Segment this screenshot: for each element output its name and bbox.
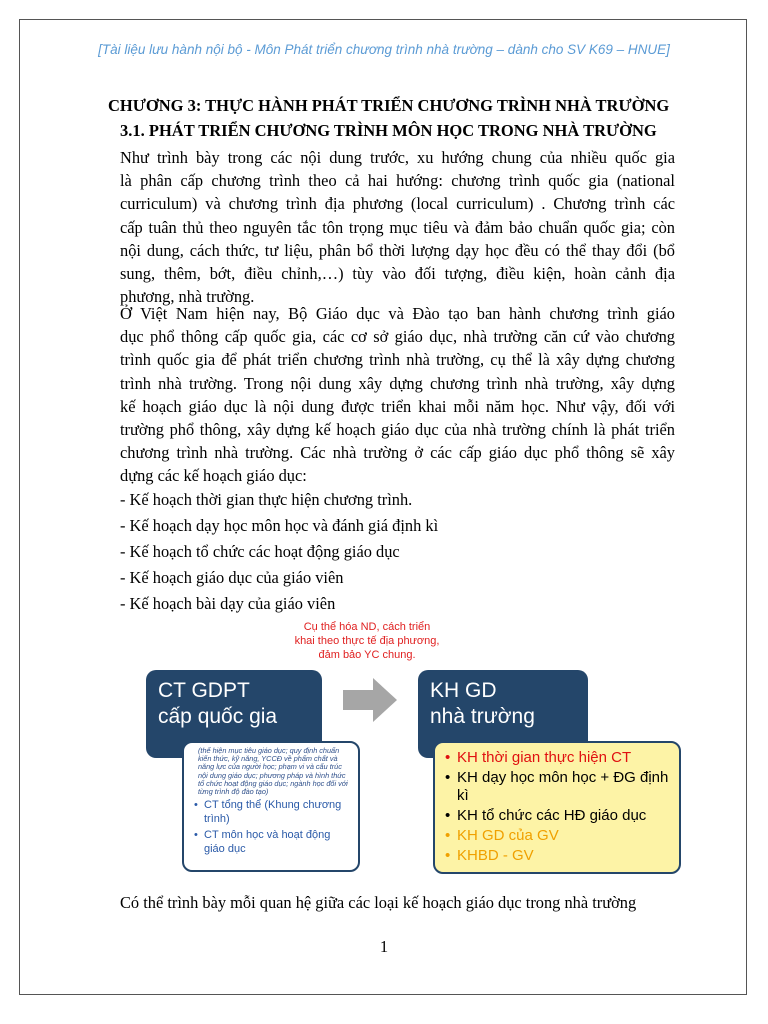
- paragraph-2-line: trình quốc gia để phát triển chương trình nhà trường, cụ thể là xây dựng chương: [120, 350, 675, 370]
- paragraph-1-line: là phân cấp chương trình theo cả hai hướng: chương trình quốc gia (national: [120, 171, 675, 191]
- diagram-note-line: khai theo thực tế địa phương,: [294, 635, 440, 647]
- paragraph-1-line: cấp tuân thủ theo nguyên tắc tôn trọng mục tiêu và đảm bảo chuẩn quốc gia; còn: [120, 217, 675, 237]
- curriculum-description: (thể hiện mục tiêu giáo dục; quy định chuẩn kiến thức, kỹ năng, YCCĐ về phẩm chất và năng lực của người học; phạm vi và cấu trúc nội dung giáo dục; phương pháp và hình thức tổ chức hoạt động giáo dục; ngành học đối với từng trình độ đào tạo): [198, 746, 348, 797]
- document-header: [Tài liệu lưu hành nội bộ - Môn Phát triển chương trình nhà trường – dành cho SV K69 – HNUE]: [98, 42, 670, 57]
- paragraph-2-line: dục phổ thông cấp quốc gia, các cơ sở giáo dục, nhà trường căn cứ vào chương: [120, 327, 675, 347]
- curriculum-list: [192, 799, 352, 856]
- chapter-title: CHƯƠNG 3: THỰC HÀNH PHÁT TRIỂN CHƯƠNG TRÌNH NHÀ TRƯỜNG: [108, 96, 670, 115]
- paragraph-1: [120, 146, 675, 308]
- paragraph-1-line: phương, nhà trường.: [120, 287, 255, 307]
- paragraph-2-line: chương trình nhà trường. Các nhà trường ở các cấp giáo dục phổ thông sẽ xây: [120, 443, 675, 463]
- paragraph-2-line: trình nhà trường. Trong nội dung xây dựng chương trình nhà trường, xây dựng: [120, 373, 675, 393]
- list-item: • KHBD - GV: [445, 847, 671, 865]
- page-number: 1: [379, 937, 389, 956]
- list-item: • KH tổ chức các HĐ giáo dục: [445, 807, 671, 825]
- list-item: - Kế hoạch giáo dục của giáo viên: [120, 568, 344, 587]
- list-item: - Kế hoạch thời gian thực hiện chương trình.: [120, 490, 413, 509]
- list-item: • KH dạy học môn học + ĐG định kì: [445, 769, 671, 805]
- school-plan-list: [445, 749, 671, 865]
- paragraph-2-line: kế hoạch giáo dục là nội dung được triển khai mỗi năm học. Như vậy, đối với: [120, 396, 675, 416]
- paragraph-1-line: Như trình bày trong các nội dung trước, xu hướng chung của nhiều quốc gia: [120, 148, 675, 167]
- paragraph-2-line: trường phổ thông, xây dựng kế hoạch giáo dục của nhà trường chính là phát triển: [120, 420, 675, 440]
- box-title-line: nhà trường: [430, 705, 535, 728]
- paragraph-2-line: Ở Việt Nam hiện nay, Bộ Giáo dục và Đào tạo ban hành chương trình giáo: [120, 304, 675, 323]
- paragraph-1-line: sung, thêm, bớt, điều chỉnh,…) tùy vào đối tượng, điều kiện, hoàn cảnh địa: [120, 264, 675, 284]
- box-title-line: cấp quốc gia: [158, 705, 278, 728]
- list-item: • CT tổng thể (Khung chương trình): [192, 799, 352, 826]
- list-item: • CT môn học và hoạt động giáo dục: [192, 829, 352, 856]
- list-item: • KH thời gian thực hiện CT: [445, 749, 671, 767]
- diagram-note: [282, 620, 452, 662]
- paragraph-1-line: curriculum) và chương trình địa phương (local curriculum) . Chương trình các: [120, 194, 675, 214]
- paragraph-2-line: dựng các kế hoạch giáo dục:: [120, 466, 307, 486]
- plan-list: [120, 488, 438, 618]
- box-title-line: CT GDPT: [158, 679, 250, 702]
- paragraph-2: [120, 302, 675, 488]
- right-arrow-icon: [343, 678, 397, 722]
- diagram-caption: Có thể trình bày mỗi quan hệ giữa các loại kế hoạch giáo dục trong nhà trường: [120, 893, 637, 912]
- list-item: - Kế hoạch bài dạy của giáo viên: [120, 594, 336, 613]
- list-item: • KH GD của GV: [445, 827, 671, 845]
- paragraph-1-line: nội dung, cách thức, tư liệu, phân bổ thời lượng dạy học đều có thể thay đổi (bổ: [120, 240, 675, 260]
- section-title: 3.1. PHÁT TRIỂN CHƯƠNG TRÌNH MÔN HỌC TRONG NHÀ TRƯỜNG: [120, 121, 657, 140]
- national-curriculum-details: [182, 741, 360, 872]
- list-item: - Kế hoạch dạy học môn học và đánh giá định kì: [120, 516, 439, 535]
- diagram-note-line: đảm bảo YC chung.: [318, 649, 416, 661]
- school-plan-details: [433, 741, 681, 874]
- list-item: - Kế hoạch tổ chức các hoạt động giáo dục: [120, 542, 400, 561]
- box-title-line: KH GD: [430, 679, 497, 702]
- diagram-note-line: Cụ thể hóa ND, cách triển: [303, 621, 431, 633]
